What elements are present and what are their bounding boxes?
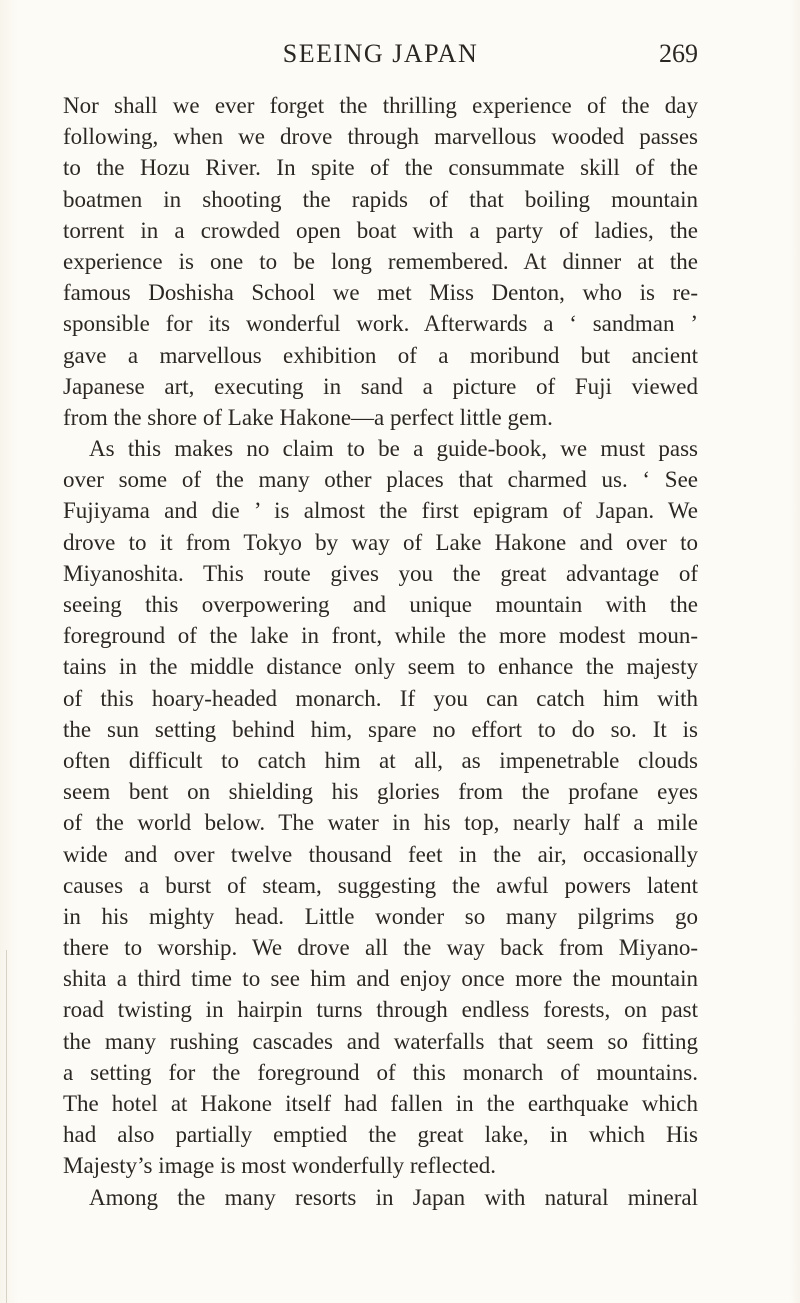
text-line: Nor shall we ever forget the thrilling experience of the day <box>63 93 698 118</box>
page-edge-shadow <box>6 950 7 1303</box>
text-line: seeing this overpowering and unique mountain with the <box>63 592 698 617</box>
text-line: As this makes no claim to be a guide-book, we must pass <box>89 436 698 462</box>
text-line: boatmen in shooting the rapids of that boiling mountain <box>63 186 698 212</box>
text-line: wide and over twelve thousand feet in the air, occasionally <box>63 841 698 867</box>
text-line: shita a third time to see him and enjoy once more the mountain <box>63 966 698 992</box>
body-text <box>63 90 698 1213</box>
text-line: in his mighty head. Little wonder so many pilgrims go <box>63 903 698 929</box>
text-line: famous Doshisha School we met Miss Denton, who is re- <box>63 280 698 306</box>
text-line: Majesty’s image is most wonderfully reflected. <box>63 1153 497 1179</box>
text-line: from the shore of Lake Hakone—a perfect little gem. <box>63 404 553 430</box>
text-line: Fujiyama and die ’ is almost the first epigram of Japan. We <box>63 498 698 524</box>
text-line: of the world below. The water in his top, nearly half a mile <box>63 810 698 836</box>
text-line: sponsible for its wonderful work. Afterwards a ‘ sandman ’ <box>63 311 698 337</box>
text-line: causes a burst of steam, suggesting the awful powers latent <box>63 872 698 898</box>
text-line: a setting for the foreground of this monarch of mountains. <box>63 1059 698 1085</box>
text-line: the many rushing cascades and waterfalls that seem so fitting <box>63 1028 698 1054</box>
text-line: foreground of the lake in front, while the more modest moun- <box>63 623 698 649</box>
text-line: Miyanoshita. This route gives you the great advantage of <box>63 560 698 586</box>
text-line: Japanese art, executing in sand a picture of Fuji viewed <box>63 373 698 399</box>
text-line: often difficult to catch him at all, as impenetrable clouds <box>63 747 698 773</box>
text-line: Among the many resorts in Japan with natural mineral <box>89 1184 698 1210</box>
text-line: drove to it from Tokyo by way of Lake Hakone and over to <box>63 529 698 555</box>
text-line: road twisting in hairpin turns through endless forests, on past <box>63 997 698 1023</box>
text-line: seem bent on shielding his glories from the profane eyes <box>63 779 698 805</box>
text-line: of this hoary-headed monarch. If you can catch him with <box>63 685 698 711</box>
text-line: gave a marvellous exhibition of a moribund but ancient <box>63 342 698 368</box>
text-line: experience is one to be long remembered. At dinner at the <box>63 248 698 274</box>
page-header <box>63 34 698 74</box>
running-head: SEEING JAPAN <box>282 39 479 68</box>
text-line: there to worship. We drove all the way back from Miyano- <box>63 935 698 961</box>
text-line: to the Hozu River. In spite of the consummate skill of the <box>63 155 698 181</box>
text-line: over some of the many other places that charmed us. ‘ See <box>63 467 698 493</box>
text-line: tains in the middle distance only seem to enhance the majesty <box>63 654 698 680</box>
text-line: following, when we drove through marvellous wooded passes <box>63 124 698 150</box>
page-number: 269 <box>659 39 698 68</box>
text-line: torrent in a crowded open boat with a party of ladies, the <box>63 217 698 243</box>
text-line: had also partially emptied the great lake, in which His <box>63 1122 698 1148</box>
text-line: The hotel at Hakone itself had fallen in the earthquake which <box>63 1091 698 1116</box>
text-line: the sun setting behind him, spare no effort to do so. It is <box>63 716 698 742</box>
